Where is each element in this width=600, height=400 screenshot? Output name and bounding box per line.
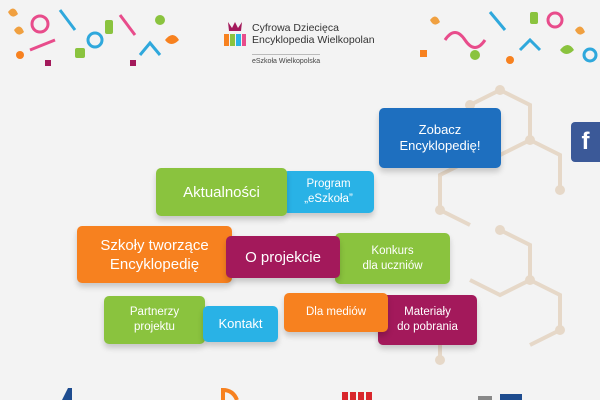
menu-program-eszkola[interactable]: Program „eSzkoła” xyxy=(283,171,374,213)
menu-partnerzy-projektu[interactable]: Partnerzy projektu xyxy=(104,296,205,344)
menu-materialy-do-pobrania[interactable]: Materiały do pobrania xyxy=(378,295,477,345)
menu-kontakt[interactable]: Kontakt xyxy=(203,306,278,342)
left-science-doodles-icon xyxy=(8,8,179,66)
logo-title xyxy=(252,22,402,46)
facebook-icon: f xyxy=(581,128,590,155)
menu-zobacz-encyklopedie[interactable]: Zobacz Encyklopedię! xyxy=(379,108,501,168)
partner-logo-2-icon xyxy=(223,390,237,400)
menu-szkoly-tworzace[interactable]: Szkoły tworzące Encyklopedię xyxy=(77,226,232,283)
partner-logo-1-icon xyxy=(62,388,72,400)
menu-dla-mediow[interactable]: Dla mediów xyxy=(284,293,388,332)
footer-partner-logos xyxy=(0,385,600,400)
site-logo[interactable] xyxy=(222,20,392,70)
facebook-button[interactable] xyxy=(571,122,600,162)
menu-konkurs[interactable]: Konkurs dla uczniów xyxy=(335,233,450,284)
partner-logo-3-icon xyxy=(342,392,372,400)
logo-subtitle: eSzkoła Wielkopolska xyxy=(252,54,320,65)
partner-logo-4-icon xyxy=(478,394,522,400)
menu-aktualnosci[interactable]: Aktualności xyxy=(156,168,287,216)
menu-o-projekcie[interactable]: O projekcie xyxy=(226,236,340,278)
right-science-doodles-icon xyxy=(420,12,596,64)
logo-title-line2: Encyklopedia Wielkopolan xyxy=(252,34,375,46)
logo-title-line1: Cyfrowa Dziecięca xyxy=(252,22,339,34)
logo-books-icon xyxy=(222,20,248,48)
